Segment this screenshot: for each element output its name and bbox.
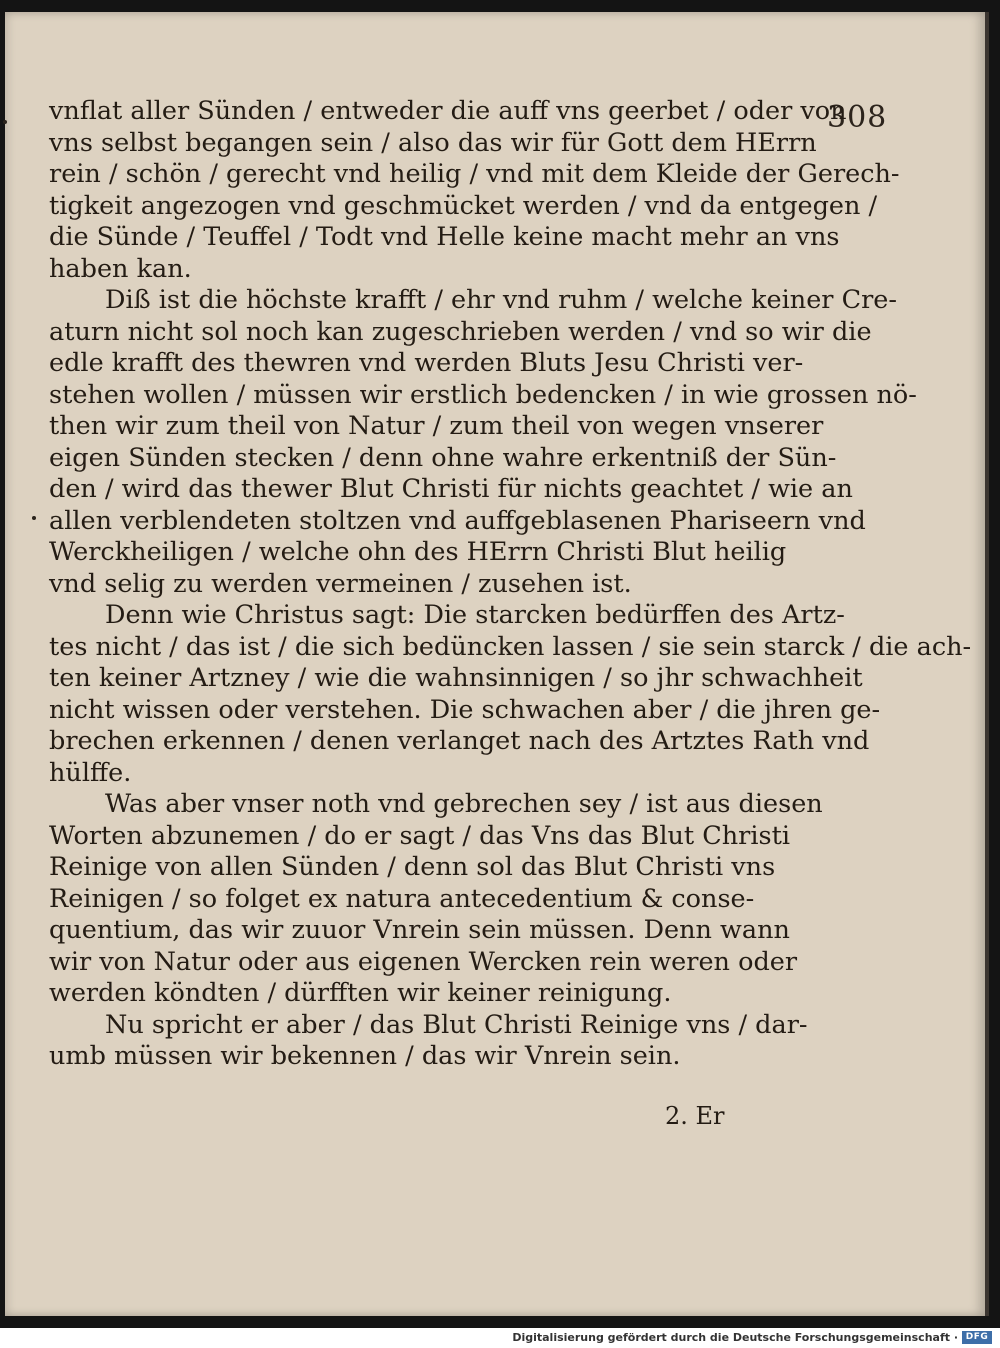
text-line: rein / schön / gerecht vnd heilig / vnd mit dem Kleide der Gerech- bbox=[49, 159, 900, 189]
text-line: ten keiner Artzney / wie die wahnsinnigen / so jhr schwachheit bbox=[49, 663, 863, 693]
text-line: stehen wollen / müssen wir erstlich bedencken / in wie grossen nö- bbox=[49, 379, 917, 410]
text-line: umb müssen wir bekennen / das wir Vnrein sein. bbox=[49, 1041, 681, 1071]
text-line: Reinige von allen Sünden / denn sol das Blut Christi vns bbox=[49, 852, 776, 882]
text-line: Reinigen / so folget ex natura antecedentium & conse- bbox=[49, 883, 755, 914]
text-line: Diß ist die höchste krafft / ehr vnd ruhm / welche keiner Cre- bbox=[105, 285, 898, 315]
text-line: werden köndten / dürfften wir keiner reinigung. bbox=[49, 978, 672, 1008]
text-line: Werckheiligen / welche ohn des HErrn Christi Blut heilig bbox=[49, 537, 787, 567]
text-line: nicht wissen oder verstehen. Die schwachen aber / die jhren ge- bbox=[49, 694, 881, 725]
text-line: die Sünde / Teuffel / Todt vnd Helle keine macht mehr an vns bbox=[49, 222, 840, 252]
text-line: brechen erkennen / denen verlanget nach des Artztes Rath vnd bbox=[49, 726, 870, 756]
text-line: tigkeit angezogen vnd geschmücket werden / vnd da entgegen / bbox=[49, 190, 878, 221]
text-line: vnflat aller Sünden / entweder die auff vns geerbet / oder von bbox=[49, 96, 847, 126]
book-page bbox=[5, 12, 989, 1316]
margin-mark bbox=[32, 516, 36, 520]
margin-mark bbox=[3, 120, 7, 124]
funding-credit: Digitalisierung gefördert durch die Deutsche Forschungsgemeinschaft · bbox=[512, 1331, 958, 1344]
text-line: vns selbst begangen sein / also das wir für Gott dem HErrn bbox=[49, 127, 817, 158]
text-line: Nu spricht er aber / das Blut Christi Reinige vns / dar- bbox=[105, 1009, 808, 1040]
catchword: 2. Er bbox=[665, 1102, 725, 1130]
text-line: haben kan. bbox=[49, 253, 192, 284]
text-line: Was aber vnser noth vnd gebrechen sey / ist aus diesen bbox=[105, 789, 823, 819]
text-line: allen verblendeten stoltzen vnd auffgeblasenen Phariseern vnd bbox=[49, 505, 866, 536]
text-line: tes nicht / das ist / die sich bedüncken lassen / sie sein starck / die ach- bbox=[49, 631, 972, 662]
text-line: edle krafft des thewren vnd werden Bluts Jesu Christi ver- bbox=[49, 348, 804, 378]
text-line: eigen Sünden stecken / denn ohne wahre erkentniß der Sün- bbox=[49, 442, 837, 473]
text-line: Denn wie Christus sagt: Die starcken bedürffen des Artz- bbox=[105, 600, 845, 630]
text-line: Worten abzunemen / do er sagt / das Vns das Blut Christi bbox=[49, 820, 791, 851]
page-number: 308 bbox=[827, 100, 888, 135]
footer-bar bbox=[0, 1328, 1000, 1348]
text-line: den / wird das thewer Blut Christi für nichts geachtet / wie an bbox=[49, 474, 853, 504]
text-line: vnd selig zu werden vermeinen / zusehen ist. bbox=[49, 568, 632, 599]
text-line: quentium, das wir zuuor Vnrein sein müssen. Denn wann bbox=[49, 915, 790, 945]
dfg-logo: DFG bbox=[962, 1331, 992, 1344]
text-line: aturn nicht sol noch kan zugeschrieben werden / vnd so wir die bbox=[49, 316, 872, 347]
text-line: wir von Natur oder aus eigenen Wercken rein weren oder bbox=[49, 946, 798, 977]
text-line: then wir zum theil von Natur / zum theil von wegen vnserer bbox=[49, 411, 824, 441]
text-line: hülffe. bbox=[49, 757, 132, 788]
